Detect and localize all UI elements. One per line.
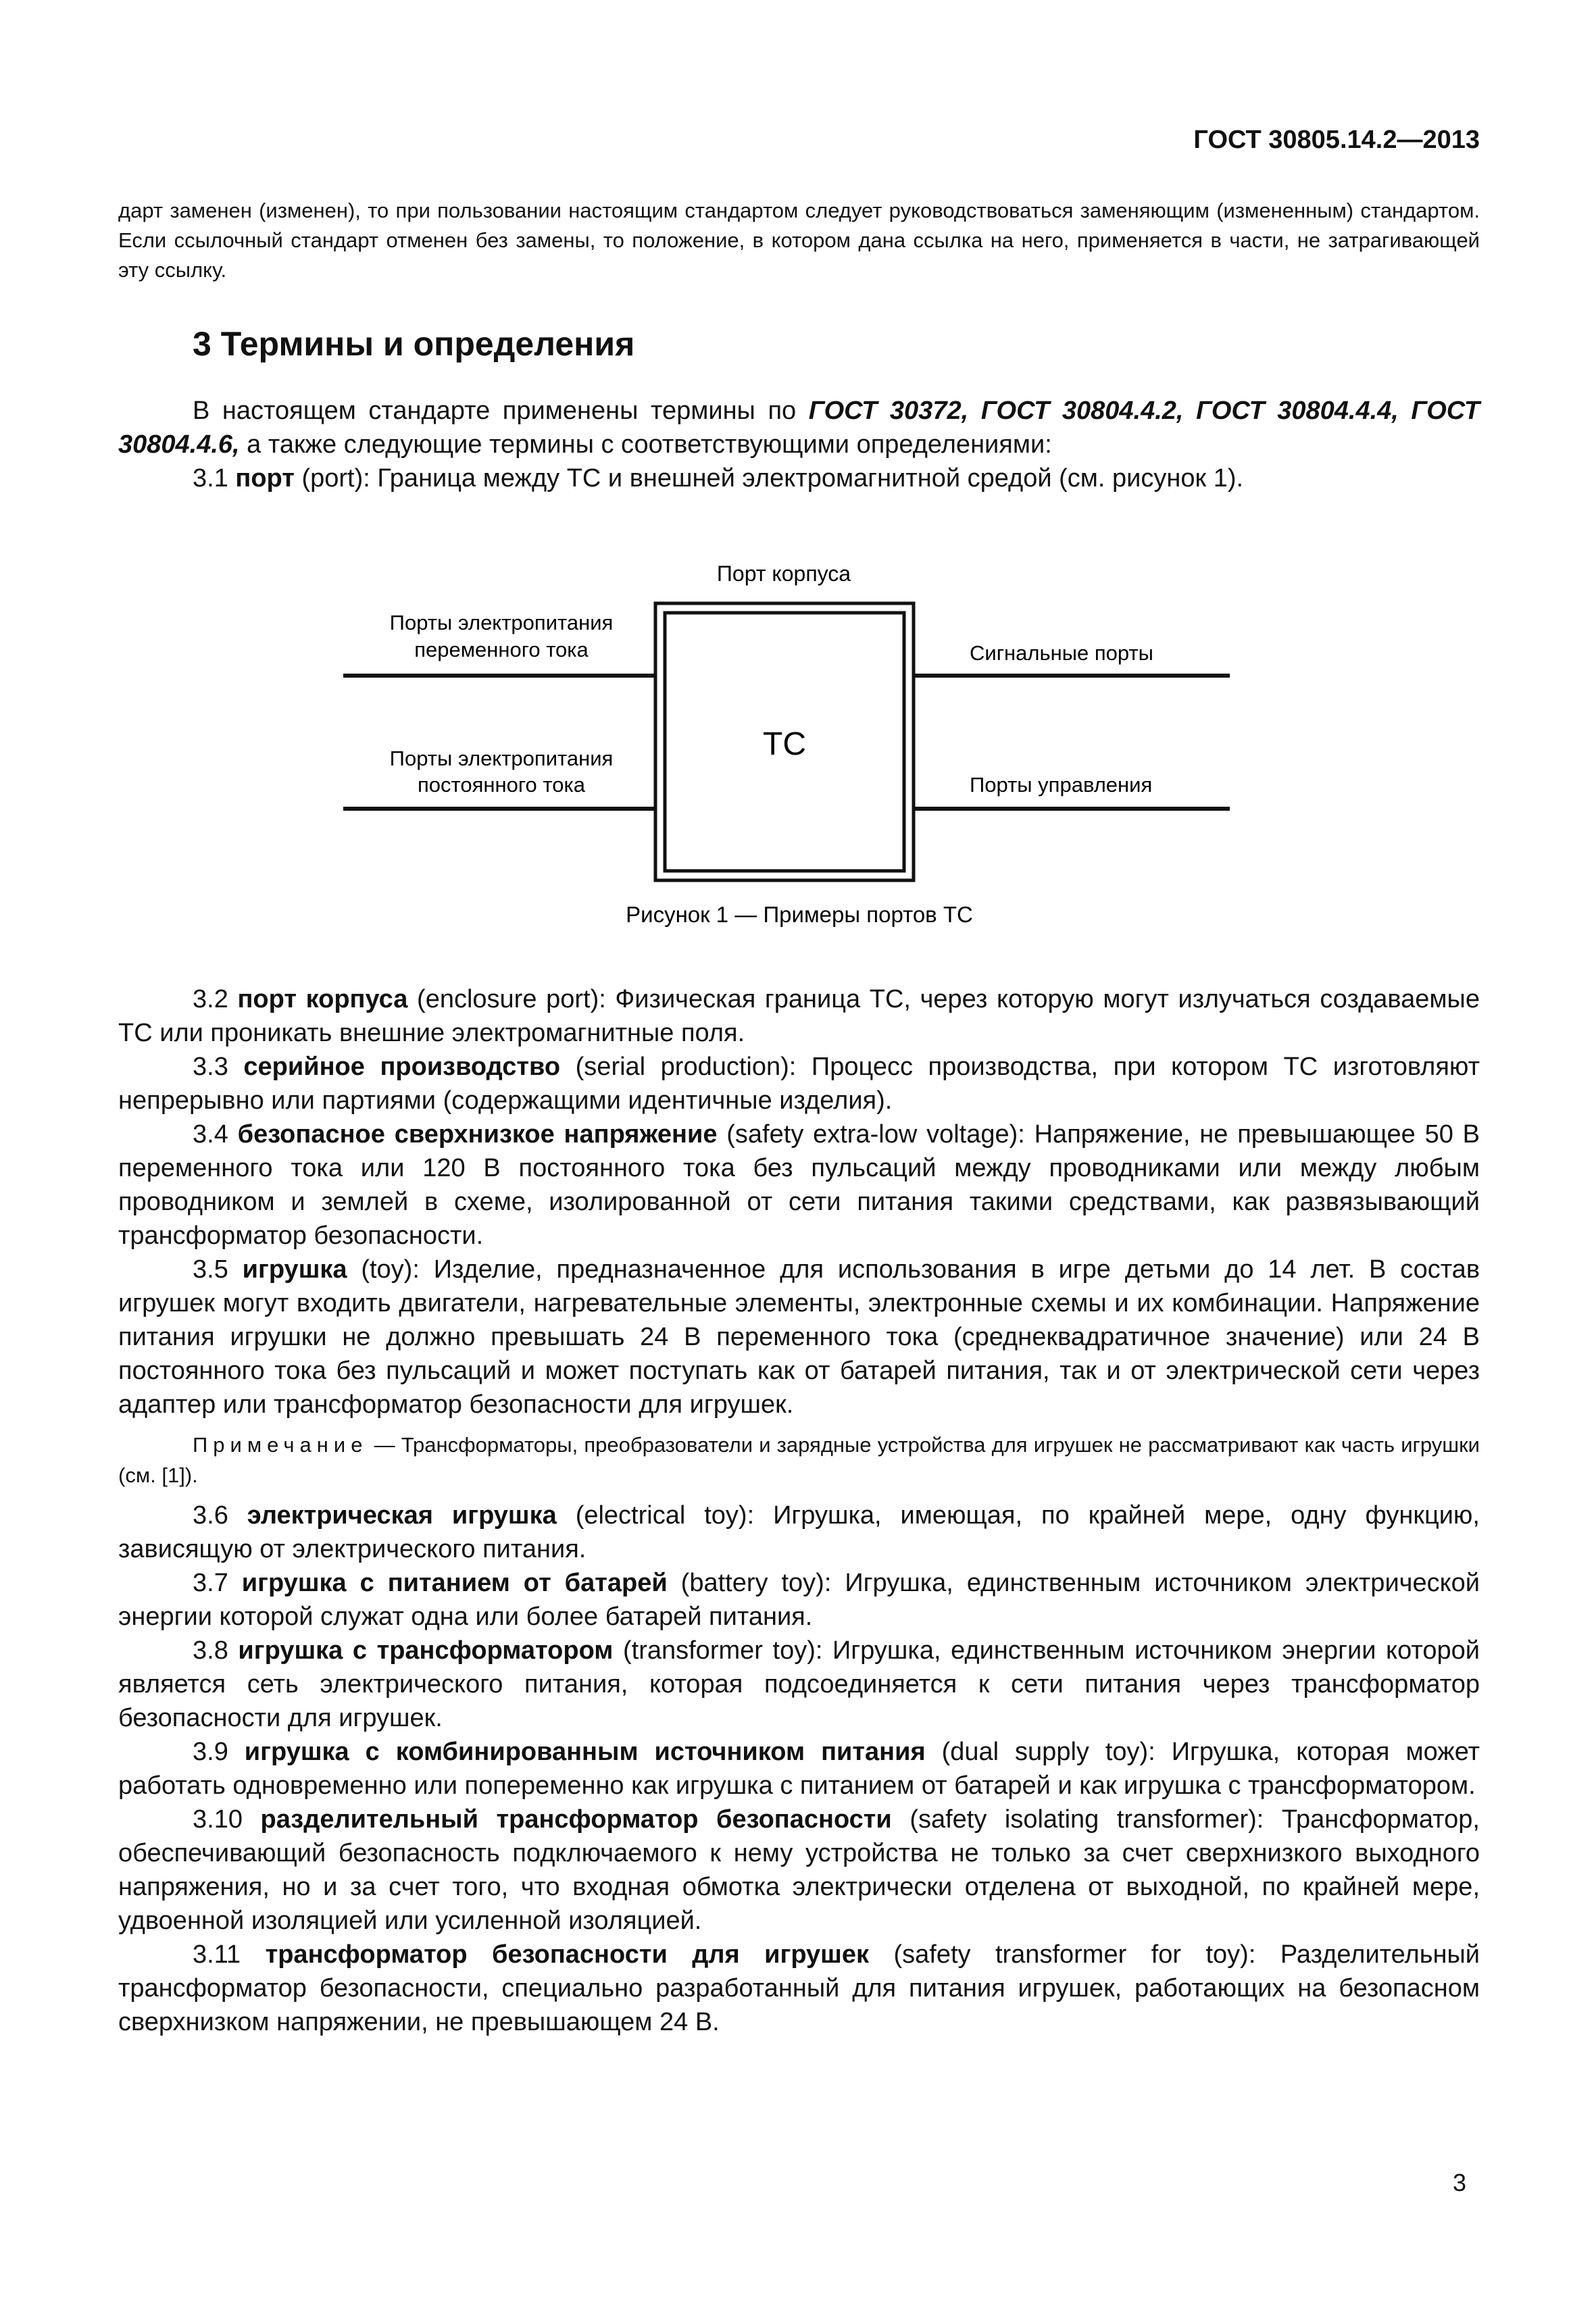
definition-3-6 bbox=[118, 1499, 1480, 1566]
def-term: серийное производство bbox=[243, 1053, 561, 1081]
def-term: игрушка с питанием от батарей bbox=[241, 1569, 668, 1597]
def-text: (enclosure port): Физическая граница ТС, через которую могут излучаться создаваемые ТС или проникать внешние электромагнитные поля. bbox=[118, 985, 1480, 1047]
document-header: ГОСТ 30805.14.2—2013 bbox=[1193, 126, 1480, 154]
definition-3-7 bbox=[118, 1566, 1480, 1634]
def-term: игрушка с трансформатором bbox=[238, 1636, 614, 1665]
definition-3-5 bbox=[118, 1253, 1480, 1422]
intro-paragraph: дарт заменен (изменен), то при пользовании настоящим стандартом следует руководствоваться заменяющим (измененным) стандартом. Если ссылочный стандарт отменен без замены, то положение, в котором дана ссылка на него, применяется в части, не затрагивающей эту ссылку. bbox=[118, 199, 1480, 282]
page-number: 3 bbox=[1453, 2169, 1467, 2196]
def-num: 3.9 bbox=[193, 1738, 245, 1766]
def-num: 3.7 bbox=[193, 1569, 242, 1597]
section-title: 3 Термины и определения bbox=[193, 325, 635, 363]
label-signal-ports: Сигнальные порты bbox=[970, 641, 1153, 665]
label-ac-line1: Порты электропитания bbox=[389, 611, 614, 634]
def-num: 3.11 bbox=[193, 1940, 266, 1969]
definition-3-11 bbox=[118, 1938, 1480, 2039]
note-label: Примечание bbox=[193, 1433, 368, 1457]
label-control-ports: Порты управления bbox=[970, 773, 1153, 797]
def-num: 3.10 bbox=[193, 1805, 261, 1834]
def-term: трансформатор безопасности для игрушек bbox=[265, 1940, 870, 1969]
definition-3-10 bbox=[118, 1803, 1480, 1938]
def-text: (safety transformer for toy): Разделительный трансформатор безопасности, специально разработанный для питания игрушек, работающих на безопасном сверхнизком напряжении, не превышающем 24 В. bbox=[118, 1940, 1480, 2036]
terms-refs: ГОСТ 30372, ГОСТ 30804.4.2, ГОСТ 30804.4.4, ГОСТ 30804.4.6, bbox=[118, 397, 1480, 459]
def-num: 3.3 bbox=[193, 1053, 244, 1081]
definition-3-8 bbox=[118, 1634, 1480, 1735]
def-text: (dual supply toy): Игрушка, которая может работать одновременно или попеременно как игрушка с питанием от батарей и как игрушка с трансформатором. bbox=[118, 1738, 1480, 1800]
def-num: 3.8 bbox=[193, 1636, 239, 1665]
label-dc-line2: постоянного тока bbox=[418, 773, 585, 797]
definitions-block bbox=[118, 982, 1480, 2039]
definition-3-2 bbox=[118, 982, 1480, 1050]
def-text: (electrical toy): Игрушка, имеющая, по крайней мере, одну функцию, зависящую от электрического питания. bbox=[118, 1501, 1480, 1563]
label-ac-line2: переменного тока bbox=[414, 638, 589, 661]
label-dc-line1: Порты электропитания bbox=[389, 747, 614, 770]
def-text: (serial production): Процесс производства, при котором ТС изготовляют непрерывно или партиями (содержащими идентичные изделия). bbox=[118, 1053, 1480, 1115]
def-num: 3.4 bbox=[193, 1120, 238, 1149]
def-term: безопасное сверхнизкое напряжение bbox=[237, 1120, 718, 1149]
note bbox=[118, 1430, 1480, 1490]
def-text: (port): Граница между ТС и внешней электромагнитной средой (см. рисунок 1). bbox=[294, 464, 1244, 493]
definition-3-3 bbox=[118, 1050, 1480, 1117]
def-term: электрическая игрушка bbox=[247, 1501, 557, 1530]
definition-3-9 bbox=[118, 1735, 1480, 1803]
def-text: (battery toy): Игрушка, единственным источником электрической энергии которой служат одна или более батарей питания. bbox=[118, 1569, 1480, 1631]
figure-ports-diagram bbox=[0, 0, 1596, 959]
def-text: (transformer toy): Игрушка, единственным источником энергии которой является сеть электрического питания, которая подсоединяется к сети питания через трансформатор безопасности для игрушек. bbox=[118, 1636, 1480, 1732]
def-num: 3.1 bbox=[193, 464, 236, 493]
def-term: порт bbox=[235, 464, 295, 493]
def-term: разделительный трансформатор безопасности bbox=[260, 1805, 892, 1834]
def-term: игрушка с комбинированным источником питания bbox=[244, 1738, 926, 1766]
def-num: 3.2 bbox=[193, 985, 238, 1013]
def-text: (safety extra-low voltage): Напряжение, не превышающее 50 В переменного тока или 120 В постоянного тока без пульсаций между проводниками или между любым проводником и землей в схеме, изолированной от сети питания такими средствами, как развязывающий трансформатор безопасности. bbox=[118, 1120, 1480, 1250]
def-text: (safety isolating transformer): Трансформатор, обеспечивающий безопасность подключаемого к нему устройства не только за счет сверхнизкого выходного напряжения, но и за счет того, что входная обмотка электрически отделена от выходной, по крайней мере, удвоенной изоляцией или усиленной изоляцией. bbox=[118, 1805, 1480, 1935]
def-text: (toy): Изделие, предназначенное для использования в игре детьми до 14 лет. В состав игрушек могут входить двигатели, нагревательные элементы, электронные схемы и их комбинации. Напряжение питания игрушки не должно превышать 24 В переменного тока (среднеквадратичное значение) или 24 В постоянного тока без пульсаций и может поступать как от батарей питания, так и от электрической сети через адаптер или трансформатор безопасности для игрушек. bbox=[118, 1255, 1480, 1419]
def-num: 3.5 bbox=[193, 1255, 243, 1284]
definition-3-4 bbox=[118, 1117, 1480, 1253]
terms-lead: В настоящем стандарте применены термины по bbox=[193, 397, 809, 425]
def-term: игрушка bbox=[242, 1255, 347, 1284]
figure-top-label: Порт корпуса bbox=[716, 561, 851, 586]
def-term: порт корпуса bbox=[237, 985, 408, 1013]
figure-caption: Рисунок 1 — Примеры портов ТС bbox=[626, 902, 973, 927]
terms-tail: а также следующие термины с соответствующими определениями: bbox=[239, 430, 1052, 459]
device-label: ТС bbox=[763, 726, 806, 762]
note-text: — Трансформаторы, преобразователи и зарядные устройства для игрушек не рассматривают как часть игрушки (см. [1]). bbox=[118, 1433, 1480, 1487]
def-num: 3.6 bbox=[193, 1501, 247, 1530]
